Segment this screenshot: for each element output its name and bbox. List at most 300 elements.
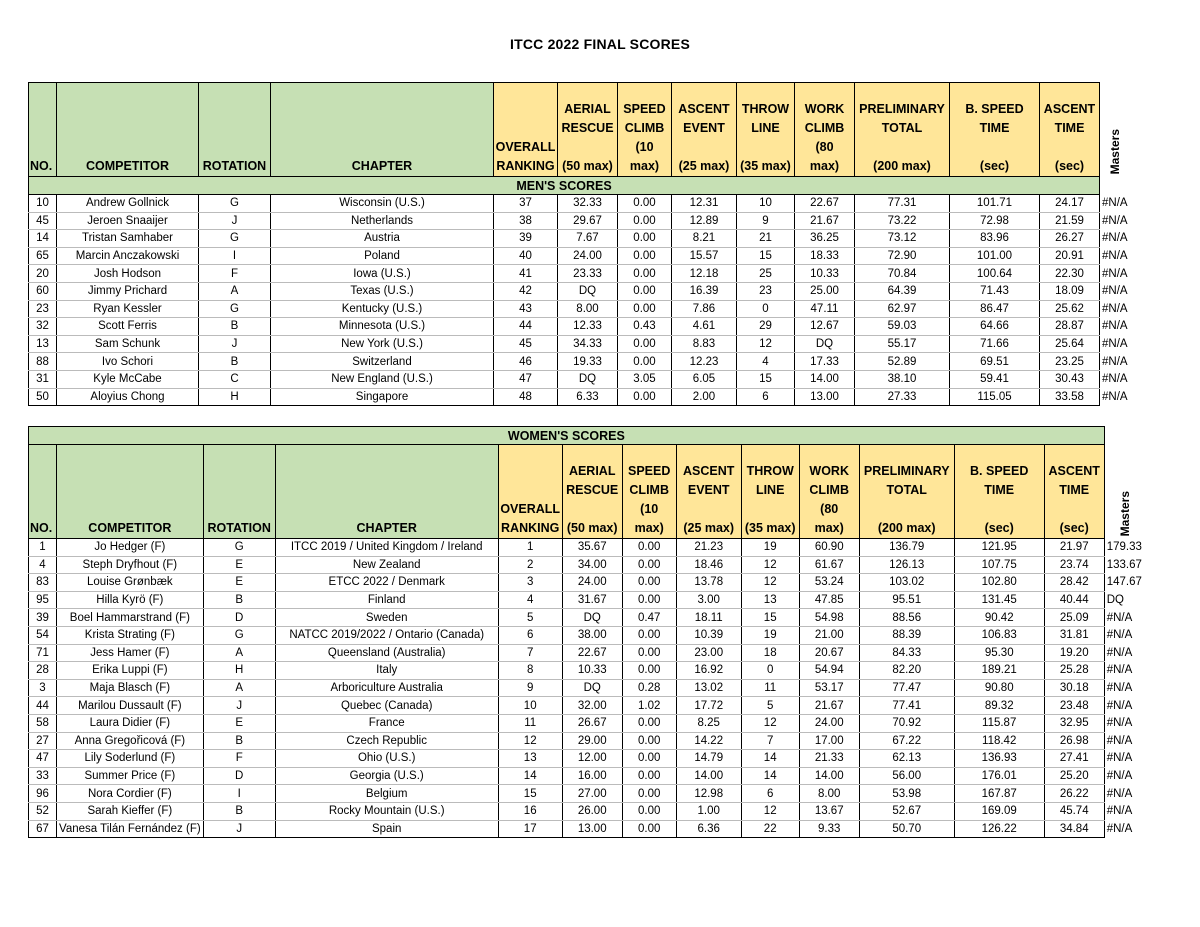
cell-chapter: Arboriculture Australia (275, 679, 498, 697)
cell-preliminary-total: 84.33 (859, 644, 954, 662)
cell-overall-ranking: 46 (494, 353, 558, 371)
cell-ascent-time: 28.87 (1040, 318, 1100, 336)
cell-masters: #N/A (1106, 787, 1133, 800)
cell-chapter: Spain (275, 820, 498, 838)
cell-chapter: New York (U.S.) (271, 335, 494, 353)
cell-ascent-event: 14.79 (676, 750, 741, 768)
cell-no: 71 (29, 644, 57, 662)
cell-rotation: E (203, 574, 275, 592)
cell-competitor: Kyle McCabe (57, 370, 199, 388)
cell-masters: #N/A (1102, 320, 1128, 333)
cell-speed-climb: 0.00 (618, 335, 672, 353)
col-header-speed-climb: SPEED CLIMB (10 max) (618, 83, 672, 177)
cell-work-climb: 54.94 (799, 662, 859, 680)
women-scores-table (28, 426, 1145, 838)
cell-masters: #N/A (1106, 752, 1133, 765)
cell-preliminary-total: 59.03 (855, 318, 950, 336)
cell-speed-climb: 0.00 (622, 539, 676, 557)
col-header-aerial-rescue: AERIAL RESCUE (50 max) (562, 445, 622, 539)
cell-rotation: G (203, 539, 275, 557)
cell-ascent-time: 25.28 (1044, 662, 1104, 680)
cell-chapter: ITCC 2019 / United Kingdom / Ireland (275, 539, 498, 557)
cell-ascent-time: 32.95 (1044, 714, 1104, 732)
col-header-b-speed-time: B. SPEED TIME (sec) (954, 445, 1044, 539)
cell-work-climb: 13.00 (795, 388, 855, 406)
cell-rotation: I (199, 247, 271, 265)
table-row (29, 767, 1145, 785)
cell-preliminary-total: 73.22 (855, 212, 950, 230)
cell-overall-ranking: 8 (498, 662, 562, 680)
cell-preliminary-total: 77.31 (855, 195, 950, 213)
cell-chapter: Queensland (Australia) (275, 644, 498, 662)
cell-ascent-event: 8.25 (676, 714, 741, 732)
table-row (29, 247, 1131, 265)
cell-no: 14 (29, 230, 57, 248)
cell-b-speed-time: 64.66 (950, 318, 1040, 336)
cell-overall-ranking: 43 (494, 300, 558, 318)
col-header-preliminary-total: PRELIMINARY TOTAL (200 max) (859, 445, 954, 539)
cell-ascent-event: 1.00 (676, 802, 741, 820)
cell-aerial-rescue: 38.00 (562, 626, 622, 644)
col-header-competitor: COMPETITOR (57, 83, 199, 177)
cell-rotation: B (199, 353, 271, 371)
cell-competitor: Steph Dryfhout (F) (57, 556, 204, 574)
cell-masters: #N/A (1106, 682, 1133, 695)
cell-work-climb: 20.67 (799, 644, 859, 662)
cell-ascent-time: 18.09 (1040, 282, 1100, 300)
cell-ascent-event: 3.00 (676, 591, 741, 609)
table-row (29, 609, 1145, 627)
cell-chapter: Ohio (U.S.) (275, 750, 498, 768)
cell-competitor: Jimmy Prichard (57, 282, 199, 300)
cell-no: 20 (29, 265, 57, 283)
cell-no: 45 (29, 212, 57, 230)
cell-b-speed-time: 106.83 (954, 626, 1044, 644)
cell-competitor: Hilla Kyrö (F) (57, 591, 204, 609)
cell-chapter: Austria (271, 230, 494, 248)
cell-work-climb: 12.67 (795, 318, 855, 336)
table-row (29, 750, 1145, 768)
cell-aerial-rescue: 19.33 (558, 353, 618, 371)
cell-b-speed-time: 72.98 (950, 212, 1040, 230)
cell-competitor: Marilou Dussault (F) (57, 697, 204, 715)
cell-rotation: F (199, 265, 271, 283)
cell-masters: DQ (1106, 594, 1124, 607)
men-scores-table (28, 82, 1131, 406)
col-header-ascent-event: ASCENT EVENT (25 max) (676, 445, 741, 539)
cell-no: 27 (29, 732, 57, 750)
cell-overall-ranking: 44 (494, 318, 558, 336)
cell-competitor: Maja Blasch (F) (57, 679, 204, 697)
table-row (29, 591, 1145, 609)
cell-work-climb: 61.67 (799, 556, 859, 574)
cell-b-speed-time: 101.71 (950, 195, 1040, 213)
cell-ascent-time: 33.58 (1040, 388, 1100, 406)
cell-throw-line: 13 (741, 591, 799, 609)
cell-overall-ranking: 5 (498, 609, 562, 627)
cell-throw-line: 14 (741, 750, 799, 768)
cell-ascent-time: 21.59 (1040, 212, 1100, 230)
cell-throw-line: 18 (741, 644, 799, 662)
cell-preliminary-total: 55.17 (855, 335, 950, 353)
cell-competitor: Krista Strating (F) (57, 626, 204, 644)
cell-speed-climb: 0.00 (622, 556, 676, 574)
cell-competitor: Sarah Kieffer (F) (57, 802, 204, 820)
col-header-no: NO. (29, 83, 57, 177)
cell-ascent-time: 40.44 (1044, 591, 1104, 609)
cell-aerial-rescue: 8.00 (558, 300, 618, 318)
col-header-no: NO. (29, 445, 57, 539)
cell-chapter: Minnesota (U.S.) (271, 318, 494, 336)
cell-no: 60 (29, 282, 57, 300)
col-header-overall-ranking: OVERALL RANKING (494, 83, 558, 177)
cell-competitor: Sam Schunk (57, 335, 199, 353)
cell-chapter: New Zealand (275, 556, 498, 574)
cell-preliminary-total: 70.84 (855, 265, 950, 283)
table-row (29, 644, 1145, 662)
cell-chapter: Belgium (275, 785, 498, 803)
cell-chapter: Finland (275, 591, 498, 609)
cell-ascent-time: 25.20 (1044, 767, 1104, 785)
table-row (29, 626, 1145, 644)
cell-overall-ranking: 2 (498, 556, 562, 574)
cell-ascent-event: 17.72 (676, 697, 741, 715)
col-header-speed-climb: SPEED CLIMB (10 max) (622, 445, 676, 539)
col-header-ascent-event: ASCENT EVENT (25 max) (672, 83, 737, 177)
cell-ascent-event: 4.61 (672, 318, 737, 336)
cell-throw-line: 15 (737, 247, 795, 265)
cell-competitor: Lily Soderlund (F) (57, 750, 204, 768)
cell-rotation: E (203, 714, 275, 732)
cell-preliminary-total: 103.02 (859, 574, 954, 592)
cell-chapter: Wisconsin (U.S.) (271, 195, 494, 213)
cell-no: 88 (29, 353, 57, 371)
cell-competitor: Nora Cordier (F) (57, 785, 204, 803)
cell-work-climb: 21.67 (795, 212, 855, 230)
cell-chapter: Poland (271, 247, 494, 265)
cell-no: 13 (29, 335, 57, 353)
cell-aerial-rescue: 34.00 (562, 556, 622, 574)
table-row (29, 335, 1131, 353)
cell-rotation: G (203, 626, 275, 644)
cell-ascent-time: 30.43 (1040, 370, 1100, 388)
cell-masters: #N/A (1106, 611, 1133, 624)
cell-throw-line: 22 (741, 820, 799, 838)
cell-ascent-event: 7.86 (672, 300, 737, 318)
cell-ascent-event: 6.36 (676, 820, 741, 838)
cell-throw-line: 7 (741, 732, 799, 750)
cell-preliminary-total: 38.10 (855, 370, 950, 388)
cell-ascent-event: 16.39 (672, 282, 737, 300)
cell-chapter: New England (U.S.) (271, 370, 494, 388)
cell-throw-line: 12 (737, 335, 795, 353)
table-row (29, 732, 1145, 750)
cell-work-climb: 54.98 (799, 609, 859, 627)
table-row (29, 353, 1131, 371)
cell-competitor: Josh Hodson (57, 265, 199, 283)
cell-throw-line: 15 (737, 370, 795, 388)
cell-competitor: Jeroen Snaaijer (57, 212, 199, 230)
cell-throw-line: 0 (737, 300, 795, 318)
cell-preliminary-total: 88.39 (859, 626, 954, 644)
cell-no: 1 (29, 539, 57, 557)
cell-ascent-event: 12.31 (672, 195, 737, 213)
cell-no: 67 (29, 820, 57, 838)
cell-work-climb: 21.00 (799, 626, 859, 644)
cell-competitor: Tristan Samhaber (57, 230, 199, 248)
cell-rotation: G (199, 230, 271, 248)
cell-ascent-event: 12.89 (672, 212, 737, 230)
col-header-work-climb: WORK CLIMB (80 max) (795, 83, 855, 177)
table-row (29, 265, 1131, 283)
cell-ascent-time: 34.84 (1044, 820, 1104, 838)
cell-rotation: J (199, 212, 271, 230)
cell-ascent-time: 27.41 (1044, 750, 1104, 768)
cell-rotation: D (203, 609, 275, 627)
cell-overall-ranking: 37 (494, 195, 558, 213)
table-row (29, 318, 1131, 336)
cell-aerial-rescue: 34.33 (558, 335, 618, 353)
cell-throw-line: 0 (741, 662, 799, 680)
cell-overall-ranking: 17 (498, 820, 562, 838)
cell-chapter: Iowa (U.S.) (271, 265, 494, 283)
cell-overall-ranking: 13 (498, 750, 562, 768)
cell-ascent-event: 8.83 (672, 335, 737, 353)
cell-throw-line: 10 (737, 195, 795, 213)
table-row (29, 300, 1131, 318)
cell-b-speed-time: 136.93 (954, 750, 1044, 768)
page-title: ITCC 2022 FINAL SCORES (510, 36, 690, 52)
cell-speed-climb: 0.00 (622, 714, 676, 732)
cell-rotation: A (203, 644, 275, 662)
cell-ascent-event: 13.78 (676, 574, 741, 592)
cell-b-speed-time: 121.95 (954, 539, 1044, 557)
cell-chapter: Rocky Mountain (U.S.) (275, 802, 498, 820)
cell-speed-climb: 0.00 (622, 732, 676, 750)
cell-aerial-rescue: 32.33 (558, 195, 618, 213)
cell-throw-line: 19 (741, 626, 799, 644)
cell-preliminary-total: 27.33 (855, 388, 950, 406)
cell-rotation: B (199, 318, 271, 336)
cell-overall-ranking: 48 (494, 388, 558, 406)
cell-no: 10 (29, 195, 57, 213)
col-header-rotation: ROTATION (203, 445, 275, 539)
cell-speed-climb: 1.02 (622, 697, 676, 715)
cell-overall-ranking: 42 (494, 282, 558, 300)
cell-b-speed-time: 69.51 (950, 353, 1040, 371)
cell-no: 31 (29, 370, 57, 388)
cell-overall-ranking: 38 (494, 212, 558, 230)
cell-aerial-rescue: DQ (562, 609, 622, 627)
cell-work-climb: 22.67 (795, 195, 855, 213)
cell-b-speed-time: 83.96 (950, 230, 1040, 248)
cell-masters: #N/A (1102, 232, 1128, 245)
cell-ascent-time: 26.98 (1044, 732, 1104, 750)
section-label-women: WOMEN'S SCORES (29, 427, 1105, 445)
cell-no: 58 (29, 714, 57, 732)
cell-throw-line: 12 (741, 574, 799, 592)
cell-speed-climb: 0.28 (622, 679, 676, 697)
cell-rotation: J (203, 820, 275, 838)
cell-masters: #N/A (1106, 646, 1133, 659)
cell-speed-climb: 0.00 (618, 300, 672, 318)
table-row (29, 697, 1145, 715)
cell-competitor: Jess Hamer (F) (57, 644, 204, 662)
cell-b-speed-time: 176.01 (954, 767, 1044, 785)
cell-rotation: H (199, 388, 271, 406)
cell-overall-ranking: 9 (498, 679, 562, 697)
cell-ascent-event: 10.39 (676, 626, 741, 644)
cell-b-speed-time: 71.66 (950, 335, 1040, 353)
cell-aerial-rescue: 12.00 (562, 750, 622, 768)
cell-rotation: A (199, 282, 271, 300)
cell-masters: #N/A (1102, 267, 1128, 280)
cell-speed-climb: 0.00 (622, 785, 676, 803)
cell-b-speed-time: 86.47 (950, 300, 1040, 318)
cell-speed-climb: 0.00 (622, 767, 676, 785)
cell-masters: 179.33 (1106, 541, 1142, 554)
col-header-aerial-rescue: AERIAL RESCUE (50 max) (558, 83, 618, 177)
cell-throw-line: 14 (741, 767, 799, 785)
table-row (29, 370, 1131, 388)
cell-rotation: H (203, 662, 275, 680)
cell-work-climb: 60.90 (799, 539, 859, 557)
cell-overall-ranking: 47 (494, 370, 558, 388)
cell-aerial-rescue: 31.67 (562, 591, 622, 609)
cell-ascent-time: 31.81 (1044, 626, 1104, 644)
cell-throw-line: 6 (741, 785, 799, 803)
cell-ascent-time: 45.74 (1044, 802, 1104, 820)
col-header-rotation: ROTATION (199, 83, 271, 177)
col-header-overall-ranking: OVERALL RANKING (498, 445, 562, 539)
cell-competitor: Laura Didier (F) (57, 714, 204, 732)
cell-speed-climb: 0.00 (622, 802, 676, 820)
cell-no: 52 (29, 802, 57, 820)
cell-no: 96 (29, 785, 57, 803)
cell-ascent-time: 28.42 (1044, 574, 1104, 592)
cell-no: 50 (29, 388, 57, 406)
cell-work-climb: 14.00 (799, 767, 859, 785)
cell-no: 44 (29, 697, 57, 715)
cell-aerial-rescue: 24.00 (562, 574, 622, 592)
cell-b-speed-time: 126.22 (954, 820, 1044, 838)
cell-b-speed-time: 100.64 (950, 265, 1040, 283)
col-header-throw-line: THROW LINE (35 max) (737, 83, 795, 177)
cell-throw-line: 6 (737, 388, 795, 406)
cell-masters: #N/A (1106, 822, 1133, 835)
col-header-chapter: CHAPTER (275, 445, 498, 539)
cell-speed-climb: 0.00 (622, 644, 676, 662)
cell-competitor: Aloyius Chong (57, 388, 199, 406)
cell-b-speed-time: 107.75 (954, 556, 1044, 574)
cell-throw-line: 23 (737, 282, 795, 300)
cell-overall-ranking: 16 (498, 802, 562, 820)
cell-ascent-time: 25.09 (1044, 609, 1104, 627)
cell-preliminary-total: 52.89 (855, 353, 950, 371)
cell-chapter: Sweden (275, 609, 498, 627)
cell-ascent-time: 19.20 (1044, 644, 1104, 662)
cell-chapter: Italy (275, 662, 498, 680)
cell-work-climb: 14.00 (795, 370, 855, 388)
table-row (29, 195, 1131, 213)
cell-aerial-rescue: 13.00 (562, 820, 622, 838)
cell-ascent-time: 24.17 (1040, 195, 1100, 213)
col-header-work-climb: WORK CLIMB (80 max) (799, 445, 859, 539)
table-row (29, 820, 1145, 838)
cell-b-speed-time: 167.87 (954, 785, 1044, 803)
cell-rotation: D (203, 767, 275, 785)
cell-b-speed-time: 59.41 (950, 370, 1040, 388)
cell-ascent-time: 26.22 (1044, 785, 1104, 803)
table-row (29, 574, 1145, 592)
cell-overall-ranking: 15 (498, 785, 562, 803)
cell-b-speed-time: 89.32 (954, 697, 1044, 715)
table-row (29, 802, 1145, 820)
cell-ascent-time: 21.97 (1044, 539, 1104, 557)
cell-masters: #N/A (1102, 285, 1128, 298)
cell-rotation: B (203, 802, 275, 820)
cell-ascent-event: 12.23 (672, 353, 737, 371)
cell-ascent-event: 14.22 (676, 732, 741, 750)
cell-work-climb: 24.00 (799, 714, 859, 732)
cell-speed-climb: 0.00 (618, 247, 672, 265)
cell-no: 23 (29, 300, 57, 318)
table-row (29, 388, 1131, 406)
cell-ascent-time: 25.62 (1040, 300, 1100, 318)
cell-competitor: Ryan Kessler (57, 300, 199, 318)
cell-no: 3 (29, 679, 57, 697)
cell-aerial-rescue: 6.33 (558, 388, 618, 406)
cell-ascent-event: 15.57 (672, 247, 737, 265)
cell-no: 4 (29, 556, 57, 574)
cell-preliminary-total: 77.47 (859, 679, 954, 697)
cell-work-climb: DQ (795, 335, 855, 353)
cell-chapter: France (275, 714, 498, 732)
cell-speed-climb: 0.00 (622, 574, 676, 592)
cell-throw-line: 11 (741, 679, 799, 697)
cell-ascent-event: 18.11 (676, 609, 741, 627)
cell-chapter: Singapore (271, 388, 494, 406)
cell-chapter: Quebec (Canada) (275, 697, 498, 715)
cell-throw-line: 5 (741, 697, 799, 715)
cell-chapter: Netherlands (271, 212, 494, 230)
cell-ascent-event: 23.00 (676, 644, 741, 662)
cell-b-speed-time: 90.42 (954, 609, 1044, 627)
cell-aerial-rescue: 26.00 (562, 802, 622, 820)
table-row (29, 230, 1131, 248)
cell-preliminary-total: 88.56 (859, 609, 954, 627)
cell-aerial-rescue: DQ (558, 282, 618, 300)
cell-b-speed-time: 118.42 (954, 732, 1044, 750)
col-header-throw-line: THROW LINE (35 max) (741, 445, 799, 539)
cell-aerial-rescue: 12.33 (558, 318, 618, 336)
cell-preliminary-total: 126.13 (859, 556, 954, 574)
cell-work-climb: 21.33 (799, 750, 859, 768)
cell-ascent-event: 16.92 (676, 662, 741, 680)
cell-work-climb: 25.00 (795, 282, 855, 300)
cell-preliminary-total: 136.79 (859, 539, 954, 557)
cell-competitor: Andrew Gollnick (57, 195, 199, 213)
cell-b-speed-time: 189.21 (954, 662, 1044, 680)
cell-masters: #N/A (1102, 338, 1128, 351)
table-row (29, 662, 1145, 680)
cell-no: 83 (29, 574, 57, 592)
cell-masters: #N/A (1102, 373, 1128, 386)
cell-speed-climb: 0.47 (622, 609, 676, 627)
cell-overall-ranking: 41 (494, 265, 558, 283)
cell-overall-ranking: 14 (498, 767, 562, 785)
cell-overall-ranking: 45 (494, 335, 558, 353)
